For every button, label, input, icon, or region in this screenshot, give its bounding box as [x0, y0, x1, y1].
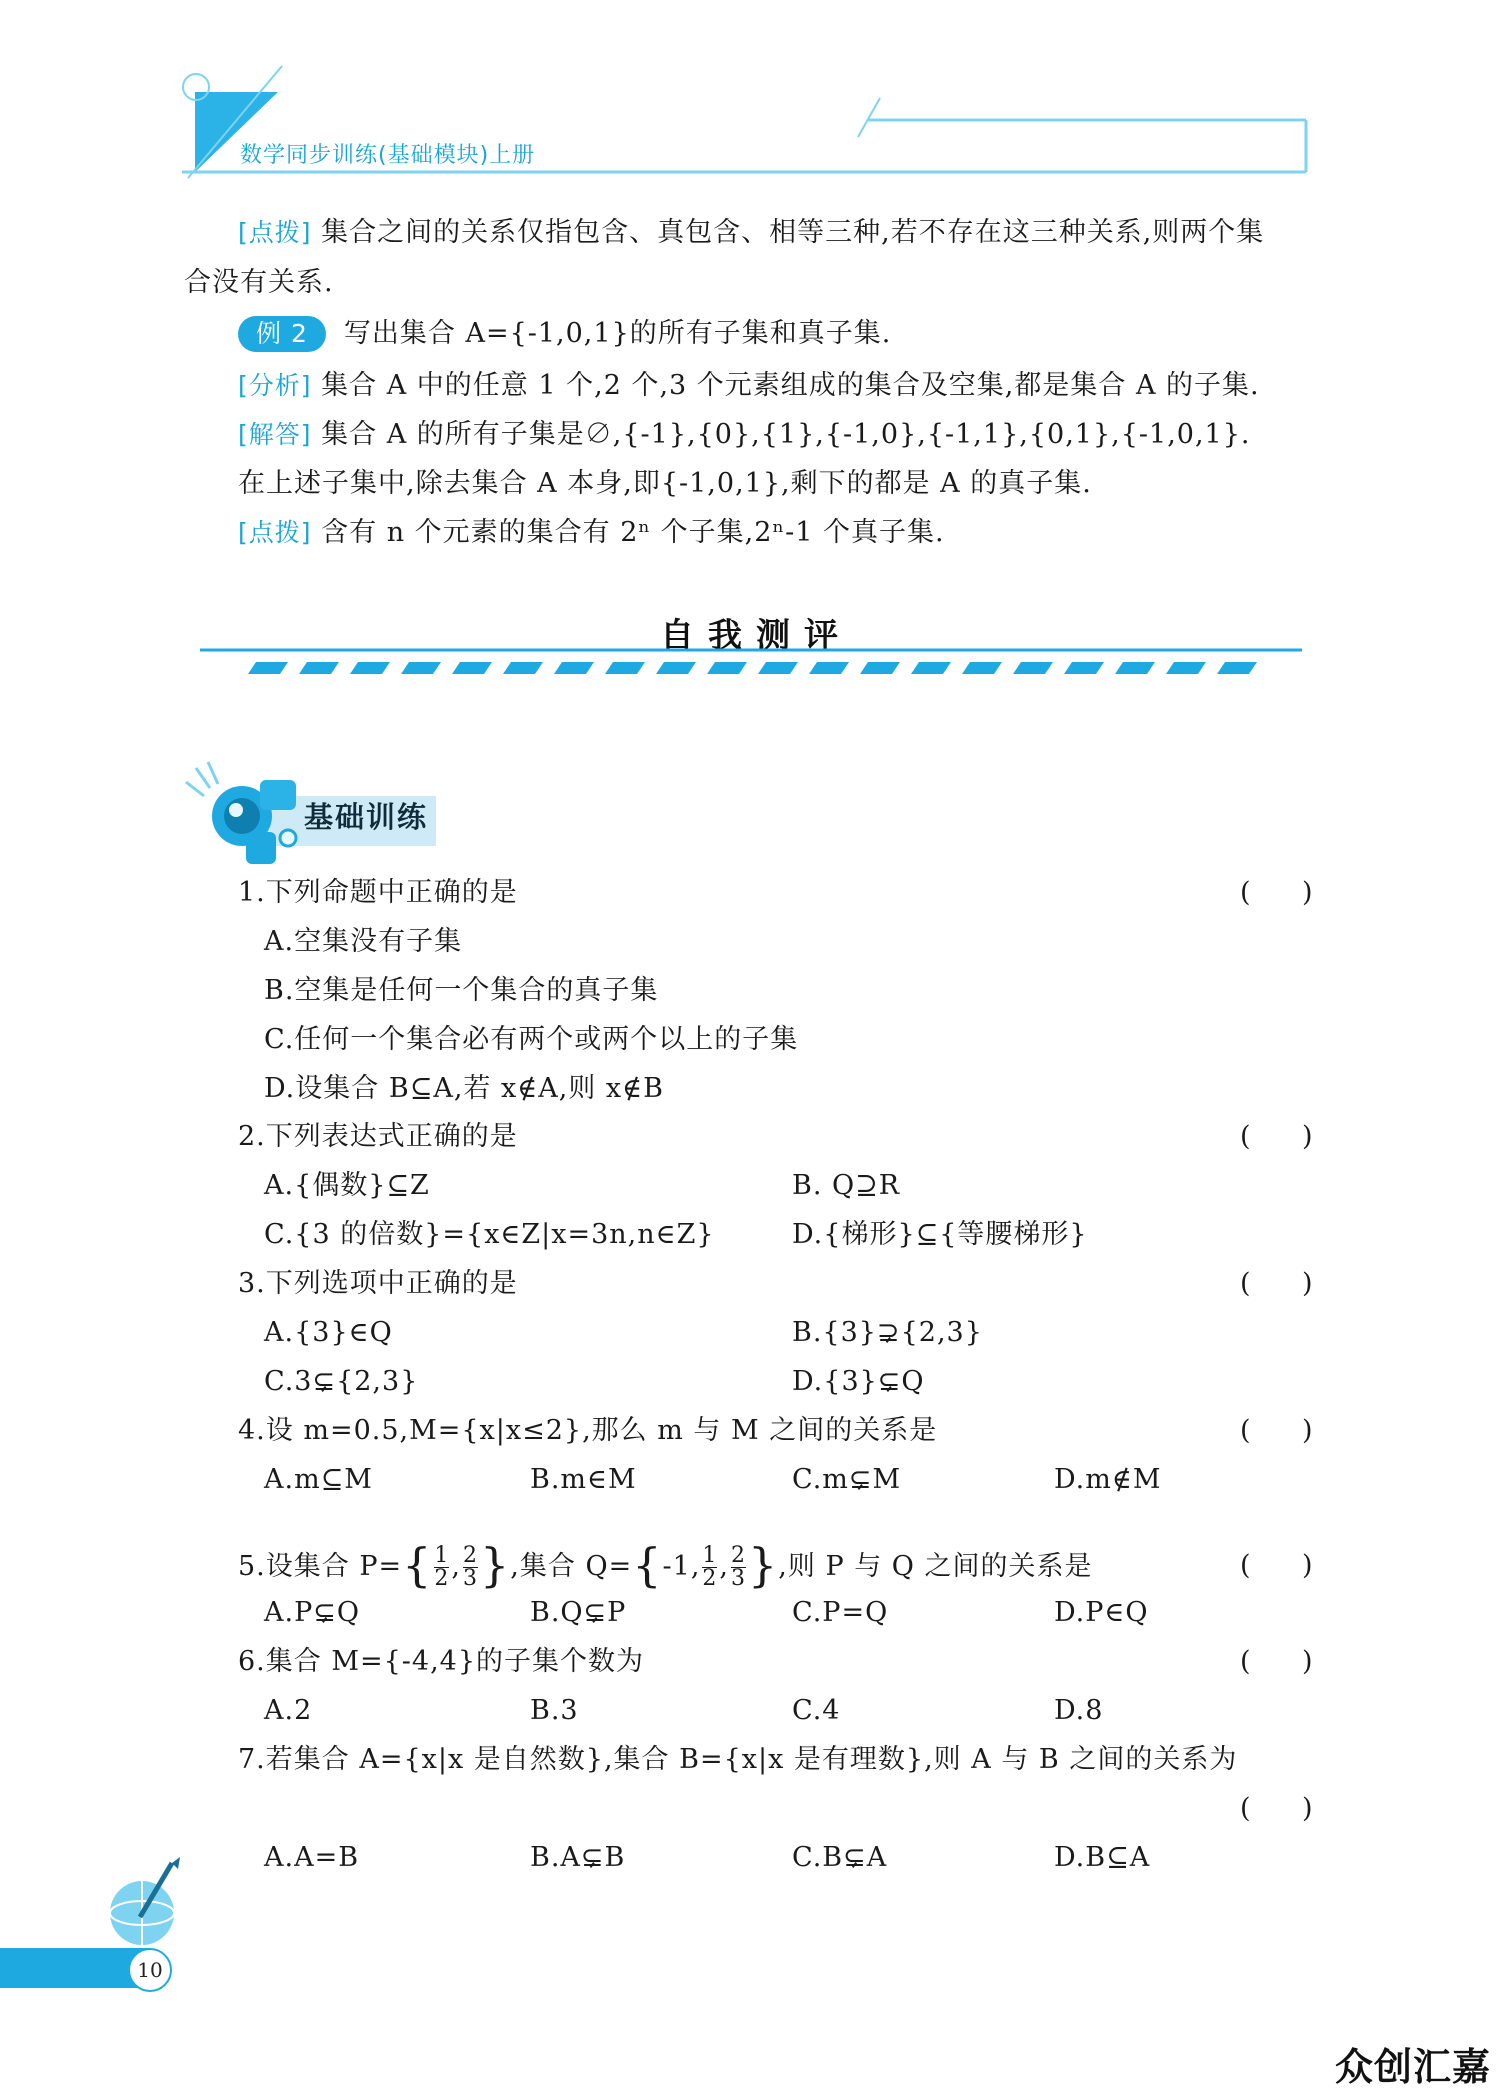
divider-dash [809, 662, 849, 674]
q2-option-c: C.{3 的倍数}={x∈Z|x=3n,n∈Z} [264, 1219, 715, 1250]
q4-stem: 4.设 m=0.5,M={x|x≤2},那么 m 与 M 之间的关系是 [238, 1415, 938, 1446]
solution-line-2: 在上述子集中,除去集合 A 本身,即{-1,0,1},剩下的都是 A 的真子集. [238, 468, 1092, 499]
q1-answer-blank: ( ) [1240, 877, 1313, 908]
q7-option-c: C.B⊊A [792, 1842, 888, 1873]
badge-title: 基础训练 [304, 800, 429, 834]
q4-option-a: A.m⊆M [264, 1464, 373, 1495]
divider-dash [707, 662, 747, 674]
page-number: 10 [137, 1958, 163, 1982]
example-badge: 例 2 [238, 316, 326, 352]
q3-option-d: D.{3}⊊Q [792, 1366, 925, 1397]
fraction-2-3: $\frac{2}{3}$ [463, 1543, 479, 1591]
q5-option-b: B.Q⊊P [530, 1597, 627, 1628]
q7-option-d: D.B⊆A [1054, 1842, 1151, 1873]
divider-dash [350, 662, 390, 674]
q1-stem: 1.下列命题中正确的是 [238, 877, 518, 908]
q4-option-d: D.m∉M [1054, 1464, 1162, 1495]
watermark: 众创汇嘉 [1335, 2045, 1492, 2089]
divider-dash [554, 662, 594, 674]
q3-option-c: C.3⊊{2,3} [264, 1366, 419, 1397]
q5-stem: 5.设集合 P={ $\frac{1}{2}$ , $\frac{2}{3}$ },集合 Q={-1, $\frac{1}{2}$ , $\frac{2}{3}$ },则 P 与 Q 之间的关系是 [238, 1538, 1093, 1592]
divider-dash [452, 662, 492, 674]
solution-line: [解答] 集合 A 的所有子集是∅,{-1},{0},{1},{-1,0},{-1,1},{0,1},{-1,0,1}. [238, 419, 1251, 450]
fraction-1-2: $\frac{1}{2}$ [434, 1543, 450, 1591]
q6-option-b: B.3 [530, 1695, 579, 1726]
q2-stem: 2.下列表达式正确的是 [238, 1121, 518, 1152]
divider-dash [1166, 662, 1206, 674]
globe-pen-icon [100, 1855, 200, 1955]
divider-dash [1064, 662, 1104, 674]
divider-dash [758, 662, 798, 674]
divider-dash [1115, 662, 1155, 674]
q5-answer-blank: ( ) [1240, 1550, 1313, 1581]
q6-option-c: C.4 [792, 1695, 841, 1726]
q2-option-b: B. Q⊇R [792, 1170, 901, 1201]
page-number-badge [128, 1948, 172, 1992]
section-divider [0, 640, 1504, 680]
divider-dash [605, 662, 645, 674]
section-title: 自我测评 [660, 616, 852, 656]
q1-option-d: D.设集合 B⊆A,若 x∉A,则 x∉B [264, 1073, 664, 1104]
q7-option-a: A.A=B [264, 1842, 360, 1873]
divider-dash [656, 662, 696, 674]
q5-option-c: C.P=Q [792, 1597, 889, 1628]
header-decoration [0, 0, 1504, 190]
q4-answer-blank: ( ) [1240, 1415, 1313, 1446]
divider-dash [299, 662, 339, 674]
q5-option-d: D.P∈Q [1054, 1597, 1149, 1628]
divider-dash [1217, 662, 1257, 674]
q5-option-a: A.P⊊Q [264, 1597, 361, 1628]
q3-answer-blank: ( ) [1240, 1268, 1313, 1299]
divider-dash [962, 662, 1002, 674]
q6-option-a: A.2 [264, 1695, 313, 1726]
divider-dash [503, 662, 543, 674]
tip-line-3: [点拨] 含有 n 个元素的集合有 2ⁿ 个子集,2ⁿ-1 个真子集. [238, 517, 945, 548]
q2-answer-blank: ( ) [1240, 1121, 1313, 1152]
q1-option-c: C.任何一个集合必有两个或两个以上的子集 [264, 1024, 799, 1055]
tip-line-2: 合没有关系. [184, 267, 334, 298]
q6-stem: 6.集合 M={-4,4}的子集个数为 [238, 1646, 645, 1677]
q4-option-c: C.m⊊M [792, 1464, 902, 1495]
q3-stem: 3.下列选项中正确的是 [238, 1268, 518, 1299]
q6-answer-blank: ( ) [1240, 1646, 1313, 1677]
divider-dash [911, 662, 951, 674]
tip-line-1: [点拨] 集合之间的关系仅指包含、真包含、相等三种,若不存在这三种关系,则两个集 [238, 217, 1265, 248]
q7-option-b: B.A⊊B [530, 1842, 626, 1873]
q3-option-b: B.{3}⊋{2,3} [792, 1317, 983, 1348]
tag-jieda: [解答] [238, 420, 312, 449]
q6-option-d: D.8 [1054, 1695, 1104, 1726]
divider-dash [401, 662, 441, 674]
q7-answer-blank: ( ) [1240, 1793, 1313, 1824]
tag-dianbo: [点拨] [238, 218, 312, 247]
q2-option-d: D.{梯形}⊆{等腰梯形} [792, 1219, 1088, 1250]
q2-option-a: A.{偶数}⊆Z [264, 1170, 430, 1201]
tag-fenxi: [分析] [238, 371, 312, 400]
book-title: 数学同步训练(基础模块)上册 [240, 143, 536, 168]
q7-stem: 7.若集合 A={x|x 是自然数},集合 B={x|x 是有理数},则 A 与 B 之间的关系为 [238, 1744, 1238, 1775]
analysis-line: [分析] 集合 A 中的任意 1 个,2 个,3 个元素组成的集合及空集,都是集合 A 的子集. [238, 370, 1260, 401]
tag-dianbo-2: [点拨] [238, 518, 312, 547]
divider-dash [1013, 662, 1053, 674]
q1-option-b: B.空集是任何一个集合的真子集 [264, 975, 659, 1006]
q1-option-a: A.空集没有子集 [264, 926, 463, 957]
fraction-1-2-b: $\frac{1}{2}$ [702, 1543, 718, 1591]
fraction-2-3-b: $\frac{2}{3}$ [731, 1543, 746, 1591]
q3-option-a: A.{3}∈Q [264, 1317, 393, 1348]
divider-dash [248, 662, 288, 674]
divider-dash [860, 662, 900, 674]
q4-option-b: B.m∈M [530, 1464, 637, 1495]
example-2: 例 2 写出集合 A={-1,0,1}的所有子集和真子集. [238, 314, 891, 354]
